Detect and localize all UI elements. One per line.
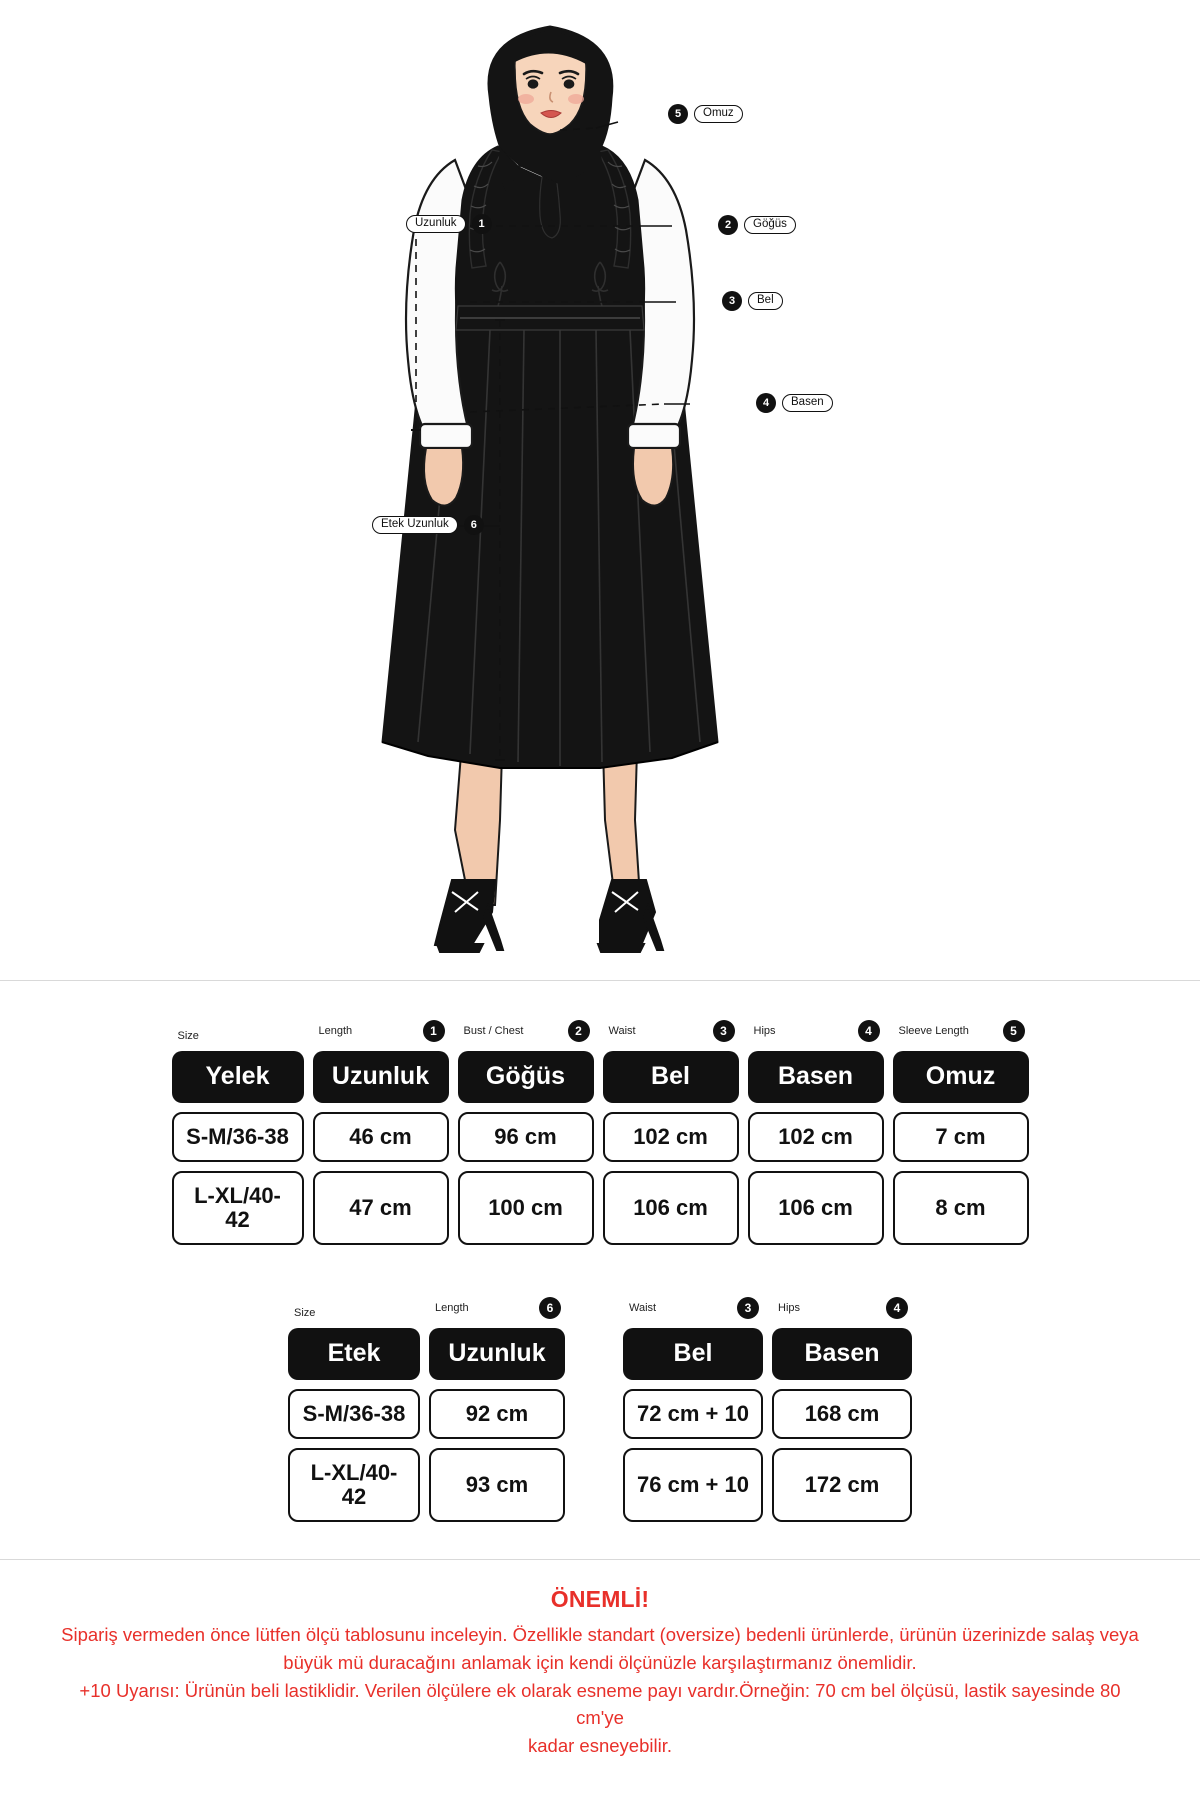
callout-label: Göğüs [744, 216, 796, 235]
callout-number: 6 [464, 515, 484, 535]
header-small-label: Waist [629, 1302, 657, 1315]
callout-basen [756, 393, 833, 413]
header-bel: Bel [623, 1328, 763, 1380]
header-small-size: Size [294, 1307, 316, 1320]
callout-label: Uzunluk [406, 215, 466, 234]
header-gogus: Göğüs [458, 1051, 594, 1103]
note-line-2: büyük mü duracağını anlamak için kendi ölçünüzle karşılaştırmanız önemlidir. [283, 1651, 917, 1673]
note-line-3: +10 Uyarısı: Ürünün beli lastiklidir. Verilen ölçülere ek olarak esneme payı vardır.Örneğin: 70 cm bel ölçüsü, lastik sayesinde 80 cm'ye [79, 1679, 1121, 1729]
table-etek-grid [279, 1288, 921, 1531]
header-uzunluk: Uzunluk [313, 1051, 449, 1103]
important-note [0, 1560, 1200, 1780]
header-small-label: Sleeve Length [898, 1025, 969, 1037]
header-small-length [429, 1297, 565, 1319]
callout-label: Omuz [694, 105, 743, 124]
header-number-badge: 2 [568, 1020, 590, 1042]
spacer [574, 1389, 614, 1439]
table-header-small-row [288, 1297, 912, 1319]
table-row [288, 1389, 912, 1439]
header-number-badge: 3 [737, 1297, 759, 1319]
note-title: ÖNEMLİ! [550, 1586, 650, 1613]
cell-size: L-XL/40-42 [172, 1171, 304, 1245]
callout-number: 3 [722, 291, 742, 311]
header-basen: Basen [772, 1328, 912, 1380]
table-yelek-grid [163, 1011, 1038, 1254]
cell-hips: 172 cm [772, 1448, 912, 1522]
cell-sleeve: 7 cm [893, 1112, 1029, 1162]
header-number-badge: 1 [423, 1020, 445, 1042]
header-number-badge: 4 [858, 1020, 880, 1042]
cell-size: L-XL/40-42 [288, 1448, 420, 1522]
header-number-badge: 6 [539, 1297, 561, 1319]
table-etek [0, 1288, 1200, 1531]
header-bel: Bel [603, 1051, 739, 1103]
callout-omuz [668, 104, 743, 124]
header-small-waist [623, 1297, 763, 1319]
header-yelek: Yelek [172, 1051, 304, 1103]
measurement-tables [0, 981, 1200, 1559]
table-header-row [172, 1051, 1029, 1103]
header-small-size: Size [177, 1030, 199, 1042]
header-small-label: Length [318, 1025, 353, 1037]
callout-number: 4 [756, 393, 776, 413]
callout-label: Bel [748, 292, 783, 311]
cell-waist: 102 cm [603, 1112, 739, 1162]
cell-bust: 96 cm [458, 1112, 594, 1162]
table-row [172, 1112, 1029, 1162]
cell-bust: 100 cm [458, 1171, 594, 1245]
header-uzunluk: Uzunluk [429, 1328, 565, 1380]
header-small-length [313, 1020, 449, 1042]
note-line-4: kadar esneyebilir. [528, 1735, 672, 1757]
note-line-1: Sipariş vermeden önce lütfen ölçü tablosunu inceleyin. Özellikle standart (oversize) bedenli ürünlerde, ürünün üzerinizde salaş veya [61, 1624, 1139, 1646]
header-small-hips [772, 1297, 912, 1319]
callout-label: Basen [782, 394, 833, 413]
header-small-label: Hips [778, 1302, 801, 1315]
spacer [574, 1297, 614, 1319]
header-number-badge: 4 [886, 1297, 908, 1319]
cell-size: S-M/36-38 [172, 1112, 304, 1162]
cell-hips: 102 cm [748, 1112, 884, 1162]
table-yelek [0, 1011, 1200, 1254]
header-small-bust [458, 1020, 594, 1042]
cell-length: 46 cm [313, 1112, 449, 1162]
header-small-waist [603, 1020, 739, 1042]
callout-etek-uzunluk [372, 515, 484, 535]
cell-hips: 168 cm [772, 1389, 912, 1439]
cell-waist: 106 cm [603, 1171, 739, 1245]
header-small-label: Hips [753, 1025, 776, 1037]
callout-label: Etek Uzunluk [372, 516, 458, 535]
callout-bel [722, 291, 783, 311]
spacer [574, 1448, 614, 1522]
cell-waist: 72 cm + 10 [623, 1389, 763, 1439]
header-number-badge: 5 [1003, 1020, 1025, 1042]
cell-size: S-M/36-38 [288, 1389, 420, 1439]
header-omuz: Omuz [893, 1051, 1029, 1103]
spacer [574, 1328, 614, 1380]
header-small-hips [748, 1020, 884, 1042]
cell-length: 92 cm [429, 1389, 565, 1439]
header-small-label: Bust / Chest [463, 1025, 524, 1037]
table-row [288, 1448, 912, 1522]
callout-number: 1 [472, 214, 492, 234]
callout-number: 2 [718, 215, 738, 235]
table-header-small-row [172, 1020, 1029, 1042]
cell-sleeve: 8 cm [893, 1171, 1029, 1245]
header-small-sleeve [893, 1020, 1029, 1042]
header-number-badge: 3 [713, 1020, 735, 1042]
callout-uzunluk [406, 214, 492, 234]
callout-number: 5 [668, 104, 688, 124]
header-basen: Basen [748, 1051, 884, 1103]
table-header-row [288, 1328, 912, 1380]
cell-waist: 76 cm + 10 [623, 1448, 763, 1522]
cell-length: 93 cm [429, 1448, 565, 1522]
header-small-label: Length [435, 1302, 469, 1315]
cell-hips: 106 cm [748, 1171, 884, 1245]
header-etek: Etek [288, 1328, 420, 1380]
callout-gogus [718, 215, 796, 235]
cell-length: 47 cm [313, 1171, 449, 1245]
table-row [172, 1171, 1029, 1245]
header-small-label: Waist [608, 1025, 636, 1037]
